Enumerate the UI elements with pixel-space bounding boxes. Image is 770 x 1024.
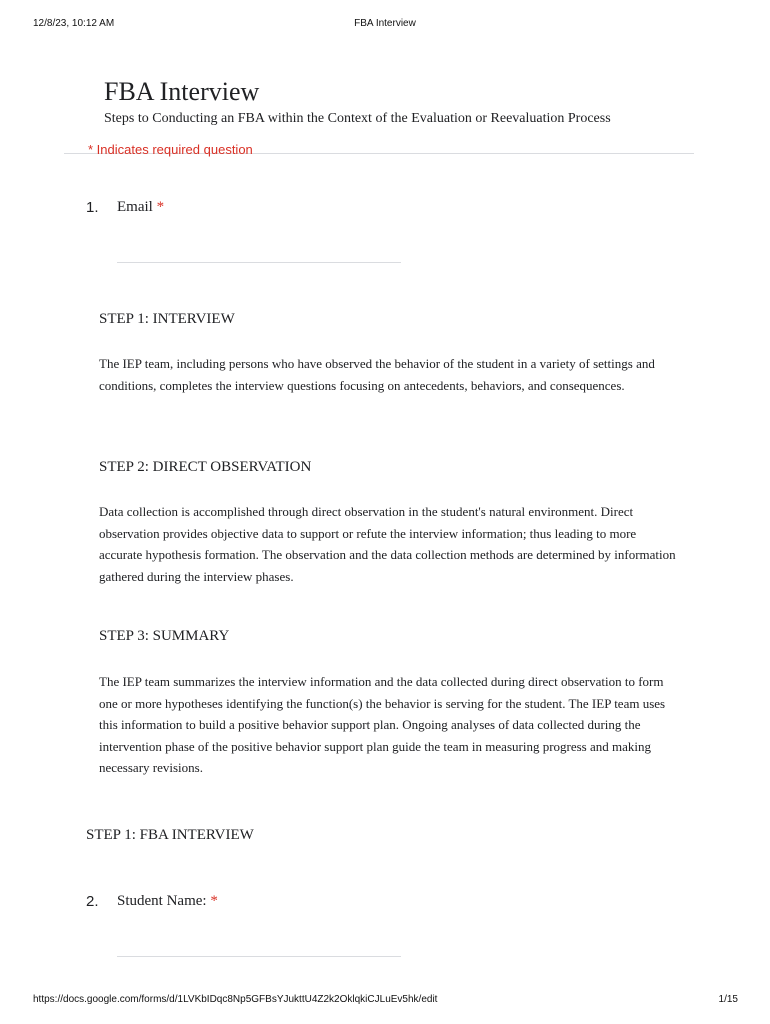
- question-label-student-name: [117, 893, 218, 910]
- required-asterisk: *: [210, 893, 218, 909]
- email-answer-field[interactable]: [117, 262, 401, 263]
- print-datetime: 12/8/23, 10:12 AM: [33, 18, 115, 29]
- section-paragraph: The IEP team, including persons who have observed the behavior of the student in a variety of settings and conditions, completes the interview questions focusing on antecedents, behaviors, and consequences.: [99, 356, 655, 393]
- section-description: [99, 501, 679, 587]
- section-title: STEP 3: SUMMARY: [99, 628, 230, 644]
- section-paragraph: Data collection is accomplished through direct observation in the student's natural environment. Direct observation provides objective data to support or refute the interview information; thus leading to more accurate hypothesis formation. The observation and the data collection methods are determined by information gathered during the interview phases.: [99, 504, 676, 584]
- required-question-note: * Indicates required question: [88, 142, 253, 157]
- required-asterisk: *: [156, 199, 165, 215]
- question-label-text: Email: [117, 199, 153, 215]
- form-title: FBA Interview: [104, 77, 260, 106]
- section-description: [99, 353, 679, 396]
- print-page-number: 1/15: [718, 994, 738, 1005]
- student-name-answer-field[interactable]: [117, 956, 401, 957]
- section-paragraph: The IEP team summarizes the interview information and the data collected during direct observation to form one or more hypotheses identifying the function(s) the behavior is serving for the student. The IEP team uses this information to build a positive behavior support plan. Ongoing analyses of data collected during the intervention phase of the positive behavior support plan guide the team in measuring progress and making necessary revisions.: [99, 674, 666, 775]
- section-description: [99, 671, 679, 779]
- question-label-email: [117, 199, 164, 216]
- form-description: Steps to Conducting an FBA within the Context of the Evaluation or Reevaluation Process: [104, 111, 611, 126]
- question-number: 2.: [86, 893, 99, 910]
- fba-interview-section-title: STEP 1: FBA INTERVIEW: [86, 827, 254, 843]
- print-doc-title: FBA Interview: [354, 18, 416, 29]
- section-title: STEP 2: DIRECT OBSERVATION: [99, 459, 312, 475]
- section-title: STEP 1: INTERVIEW: [99, 311, 235, 327]
- print-url: https://docs.google.com/forms/d/1LVKbIDqc8Np5GFBsYJukttU4Z2k2OklqkiCJLuEv5hk/edit: [33, 994, 438, 1005]
- question-number: 1.: [86, 199, 99, 216]
- question-label-text: Student Name:: [117, 893, 207, 909]
